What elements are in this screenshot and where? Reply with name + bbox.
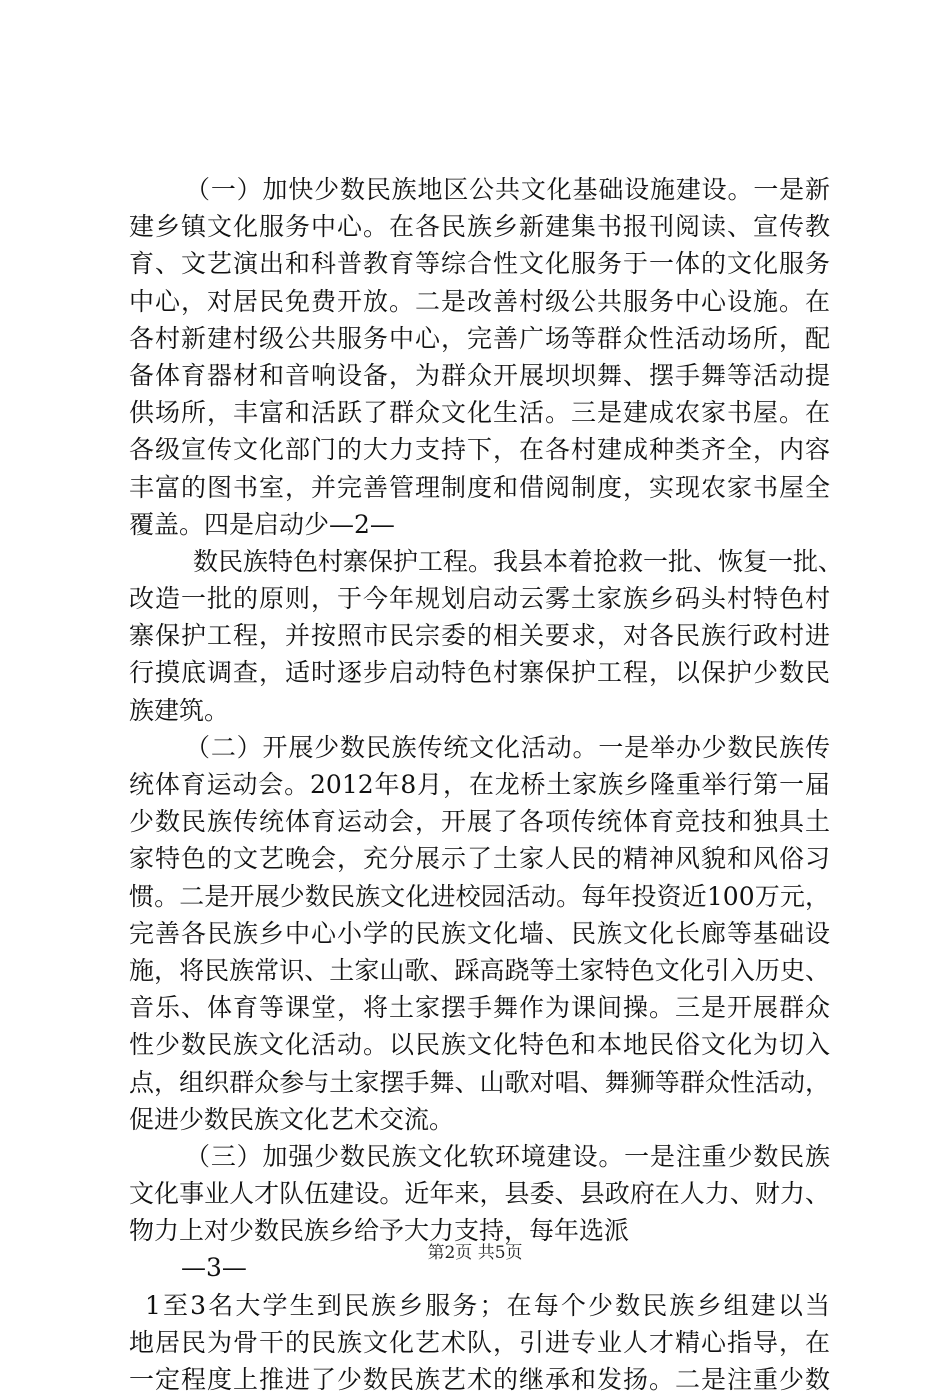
paragraph-public-culture-facilities — [129, 171, 830, 543]
text-line: 行摸底调查，适时逐步启动特色村寨保护工程，以保护少数民 — [129, 658, 830, 688]
text-line: 各村新建村级公共服务中心，完善广场等群众性活动场所，配 — [129, 323, 830, 353]
text-line: 建乡镇文化服务中心。在各民族乡新建集书报刊阅读、宣传教 — [129, 212, 830, 242]
text-line: 1至3名大学生到民族乡服务；在每个少数民族乡组建以当 — [145, 1290, 830, 1320]
text-line: 惯。二是开展少数民族文化进校园活动。每年投资近100万元， — [129, 881, 830, 911]
text-line: 点，组织群众参与土家摆手舞、山歌对唱、舞狮等群众性活动， — [129, 1067, 830, 1097]
text-line: 性少数民族文化活动。以民族文化特色和本地民俗文化为切入 — [129, 1030, 830, 1060]
text-line: 施，将民族常识、土家山歌、踩高跷等土家特色文化引入历史、 — [129, 955, 830, 985]
text-line: （三）加强少数民族文化软环境建设。一是注重少数民族 — [185, 1141, 830, 1171]
text-line: 统体育运动会。2012年8月，在龙桥土家族乡隆重举行第一届 — [129, 770, 830, 799]
text-line: 育、文艺演出和科普教育等综合性文化服务于一体的文化服务 — [129, 249, 830, 279]
text-line: 家特色的文艺晚会，充分展示了土家人民的精神风貌和风俗习 — [129, 844, 830, 874]
paragraph-soft-environment — [129, 1138, 830, 1250]
text-line: （一）加快少数民族地区公共文化基础设施建设。一是新 — [185, 175, 830, 204]
text-line: 改造一批的原则，于今年规划启动云雾土家族乡码头村特色村 — [129, 584, 830, 614]
paragraph-talent-continuation — [129, 1287, 830, 1398]
text-line: 完善各民族乡中心小学的民族文化墙、民族文化长廊等基础设 — [129, 918, 830, 948]
text-line: 音乐、体育等课堂，将土家摆手舞作为课间操。三是开展群众 — [129, 993, 830, 1023]
text-line: 寨保护工程，并按照市民宗委的相关要求，对各民族行政村进 — [129, 621, 830, 651]
text-line: 中心，对居民免费开放。二是改善村级公共服务中心设施。在 — [129, 286, 830, 316]
page-number-label: 第2页 共5页 — [427, 1243, 523, 1263]
text-line: 地居民为骨干的民族文化艺术队，引进专业人才精心指导，在 — [129, 1327, 830, 1357]
text-line: 各级宣传文化部门的大力支持下，在各村建成种类齐全，内容 — [129, 435, 830, 465]
document-body — [129, 171, 844, 1398]
paragraph-traditional-activities — [129, 729, 830, 1138]
text-line: 文化事业人才队伍建设。近年来，县委、县政府在人力、财力、 — [129, 1179, 830, 1209]
text-line: 备体育器材和音响设备，为群众开展坝坝舞、摆手舞等活动提 — [129, 360, 830, 390]
text-line: 少数民族传统体育运动会，开展了各项传统体育竞技和独具土 — [129, 807, 830, 837]
text-line: 供场所，丰富和活跃了群众文化生活。三是建成农家书屋。在 — [129, 398, 830, 428]
text-line: 促进少数民族文化艺术交流。 — [129, 1104, 455, 1134]
text-line: 丰富的图书室，并完善管理制度和借阅制度，实现农家书屋全 — [129, 472, 830, 502]
paragraph-village-protection — [129, 543, 844, 729]
text-line: 一定程度上推进了少数民族艺术的继承和发扬。二是注重少数 — [129, 1365, 830, 1394]
text-line: 物力上对少数民族乡给予大力支持，每年选派 — [129, 1216, 630, 1246]
text-line: 族建筑。 — [129, 695, 230, 725]
text-line: 数民族特色村寨保护工程。我县本着抢救一批、恢复一批、 — [193, 546, 844, 576]
text-line: 覆盖。四是启动少—2— — [129, 509, 395, 539]
page-footer — [0, 1238, 950, 1263]
page-marker-text: —3— — [181, 1253, 247, 1283]
text-line: （二）开展少数民族传统文化活动。一是举办少数民族传 — [185, 732, 830, 762]
